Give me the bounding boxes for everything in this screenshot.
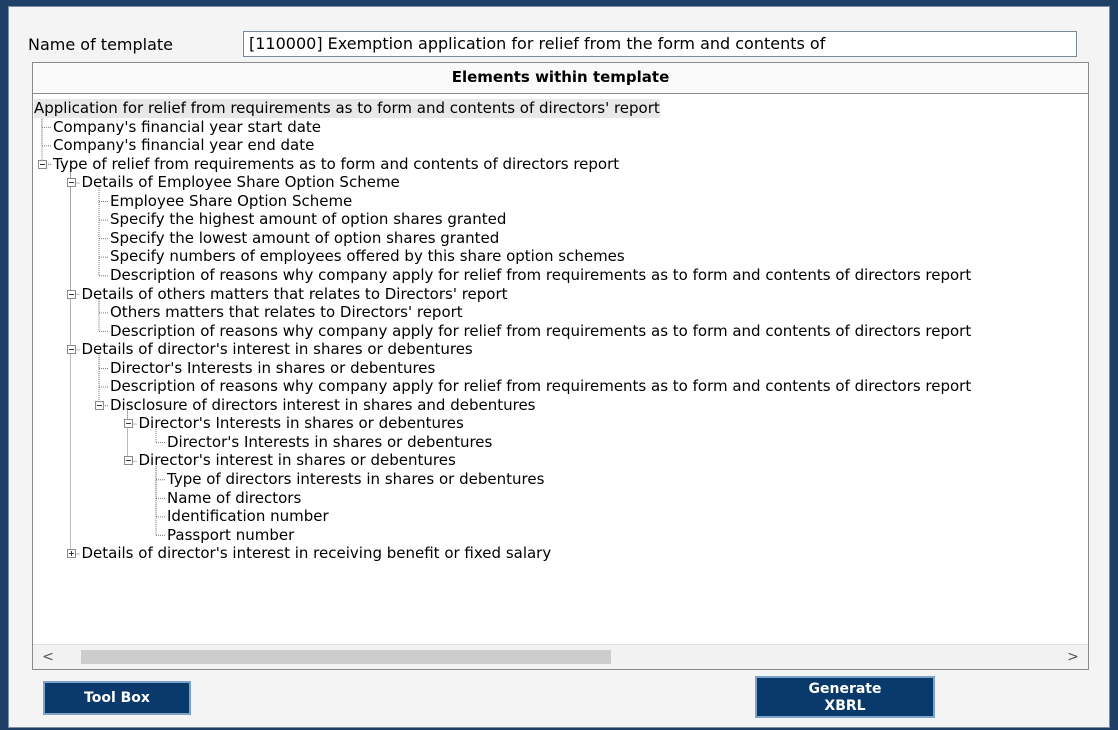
- tree-node[interactable]: [33, 229, 1088, 248]
- tree-node[interactable]: [33, 526, 1088, 545]
- tree-node-label: Employee Share Option Scheme: [110, 191, 353, 210]
- tree-node[interactable]: [33, 544, 1088, 563]
- tree-node-label: Disclosure of directors interest in shares and debentures: [110, 395, 536, 414]
- tree-node[interactable]: [33, 507, 1088, 526]
- template-name-row: [28, 31, 179, 57]
- tree-node-label: Company's financial year start date: [53, 117, 322, 136]
- tree-node[interactable]: [33, 173, 1088, 192]
- tree-node-label: Type of directors interests in shares or debentures: [167, 470, 545, 488]
- tree-node[interactable]: [33, 247, 1088, 266]
- tree-node-label: Director's interest in shares or debentures: [138, 451, 456, 470]
- tree-node[interactable]: [33, 136, 1088, 155]
- tree-node[interactable]: [33, 489, 1088, 508]
- tree-node[interactable]: [33, 433, 1088, 452]
- tree-node-label: Details of others matters that relates to Directors' report: [81, 284, 508, 303]
- tree-node[interactable]: [33, 377, 1088, 396]
- tree-node-label: Director's Interests in shares or debentures: [110, 358, 436, 377]
- generate-label: Generate: [808, 681, 882, 697]
- scroll-left-icon[interactable]: <: [42, 649, 54, 665]
- tree-node[interactable]: [33, 266, 1088, 285]
- tree-node[interactable]: [33, 285, 1088, 304]
- expand-icon[interactable]: [67, 549, 76, 558]
- elements-tree[interactable]: [33, 99, 1088, 635]
- tree-node-label: Details of director's interest in receiving benefit or fixed salary: [81, 544, 552, 563]
- elements-panel-header: Elements within template: [33, 63, 1088, 94]
- tree-node[interactable]: [33, 118, 1088, 137]
- tree-node[interactable]: [33, 99, 1088, 118]
- tree-node[interactable]: [33, 155, 1088, 174]
- tree-node[interactable]: [33, 322, 1088, 341]
- xbrl-label: XBRL: [824, 698, 866, 714]
- tree-node[interactable]: [33, 396, 1088, 415]
- tree-node[interactable]: [33, 340, 1088, 359]
- tree-node-label: Director's Interests in shares or debentures: [138, 414, 464, 433]
- tree-node[interactable]: [33, 470, 1088, 489]
- tree-node-label: Others matters that relates to Directors' report: [110, 303, 463, 322]
- tree-node-label: Identification number: [167, 507, 329, 526]
- template-name-label: Name of template: [28, 34, 174, 54]
- generate-xbrl-button[interactable]: [755, 676, 935, 718]
- tree-node[interactable]: [33, 414, 1088, 433]
- tree-node-label: Description of reasons why company apply for relief from requirements as to form and contents of directors report: [110, 321, 972, 340]
- tree-node[interactable]: [33, 451, 1088, 470]
- tree-node[interactable]: [33, 359, 1088, 378]
- tree-node-label: Name of directors: [167, 488, 302, 507]
- collapse-icon[interactable]: [67, 178, 76, 187]
- elements-panel: [32, 62, 1089, 670]
- tree-node[interactable]: [33, 192, 1088, 211]
- tree-node-label: Specify the lowest amount of option shares granted: [110, 228, 500, 247]
- tree-node-label: Passport number: [167, 525, 295, 544]
- tree-node-label: Details of Employee Share Option Scheme: [81, 173, 400, 192]
- template-name-field[interactable]: [110000] Exemption application for relief from the form and contents of: [243, 31, 1077, 57]
- collapse-icon[interactable]: [124, 456, 133, 465]
- tree-node-label: Description of reasons why company apply for relief from requirements as to form and contents of directors report: [110, 377, 972, 396]
- tree-node-label: Type of relief from requirements as to form and contents of directors report: [53, 154, 620, 173]
- tree-node-label: Specify numbers of employees offered by this share option schemes: [110, 247, 625, 266]
- scroll-right-icon[interactable]: >: [1067, 649, 1079, 665]
- tree-node-label: Details of director's interest in shares or debentures: [81, 340, 473, 359]
- tree-node-label: Director's Interests in shares or debentures: [167, 432, 493, 451]
- collapse-icon[interactable]: [38, 160, 47, 169]
- tree-node-label: Specify the highest amount of option shares granted: [110, 210, 507, 229]
- collapse-icon[interactable]: [95, 401, 104, 410]
- collapse-icon[interactable]: [67, 345, 76, 354]
- tree-node-label: Application for relief from requirements as to form and contents of directors' report: [34, 99, 660, 117]
- collapse-icon[interactable]: [124, 419, 133, 428]
- scrollbar-thumb[interactable]: [81, 650, 611, 664]
- tree-node[interactable]: [33, 303, 1088, 322]
- tree-node-label: Company's financial year end date: [53, 136, 315, 155]
- horizontal-scrollbar[interactable]: [33, 644, 1088, 669]
- tree-node[interactable]: [33, 210, 1088, 229]
- tool-box-button[interactable]: Tool Box: [43, 681, 191, 715]
- collapse-icon[interactable]: [67, 290, 76, 299]
- tree-node-label: Description of reasons why company apply for relief from requirements as to form and contents of directors report: [110, 265, 972, 284]
